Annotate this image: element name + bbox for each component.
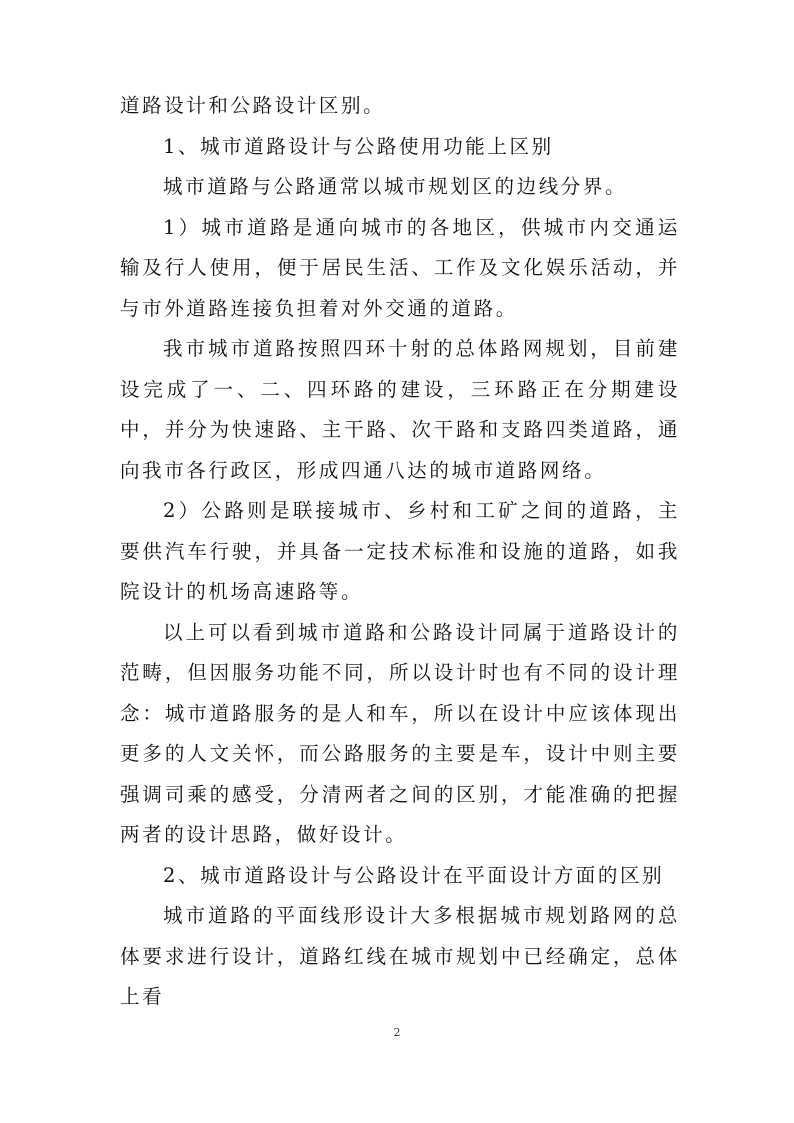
paragraph-8-heading: 2、城市道路设计与公路设计在平面设计方面的区别 <box>163 863 665 887</box>
paragraph-2-heading: 1、城市道路设计与公路使用功能上区别 <box>163 134 554 158</box>
paragraph-7: 以上可以看到城市道路和公路设计同属于道路设计的范畴，但因服务功能不同，所以设计时也有不同的设计理念：城市道路服务的是人和车，所以在设计中应该体现出更多的人文关怀，而公路服务的主要是车，设计中则主要强调司乘的感受，分清两者之间的区别，才能准确的把握两者的设计思路，做好设计。 <box>120 620 680 846</box>
paragraph-4: 1）城市道路是通向城市的各地区，供城市内交通运输及行人使用，便于居民生活、工作及文化娱乐活动，并与市外道路连接负担着对外交通的道路。 <box>120 215 680 320</box>
paragraph-1: 道路设计和公路设计区别。 <box>120 94 386 117</box>
document-body <box>120 86 680 1018</box>
paragraph-3: 城市道路与公路通常以城市规划区的边线分界。 <box>163 175 628 198</box>
page-number: 2 <box>393 1026 401 1039</box>
paragraph-9: 城市道路的平面线形设计大多根据城市规划路网的总体要求进行设计，道路红线在城市规划中已经确定，总体上看 <box>120 904 680 1008</box>
paragraph-6: 2）公路则是联接城市、乡村和工矿之间的道路，主要供汽车行驶，并具备一定技术标准和设施的道路，如我院设计的机场高速路等。 <box>120 499 680 603</box>
paragraph-5: 我市城市道路按照四环十射的总体路网规划，目前建设完成了一、二、四环路的建设，三环路正在分期建设中，并分为快速路、主干路、次干路和支路四类道路，通向我市各行政区，形成四通八达的城市道路网络。 <box>120 337 680 482</box>
